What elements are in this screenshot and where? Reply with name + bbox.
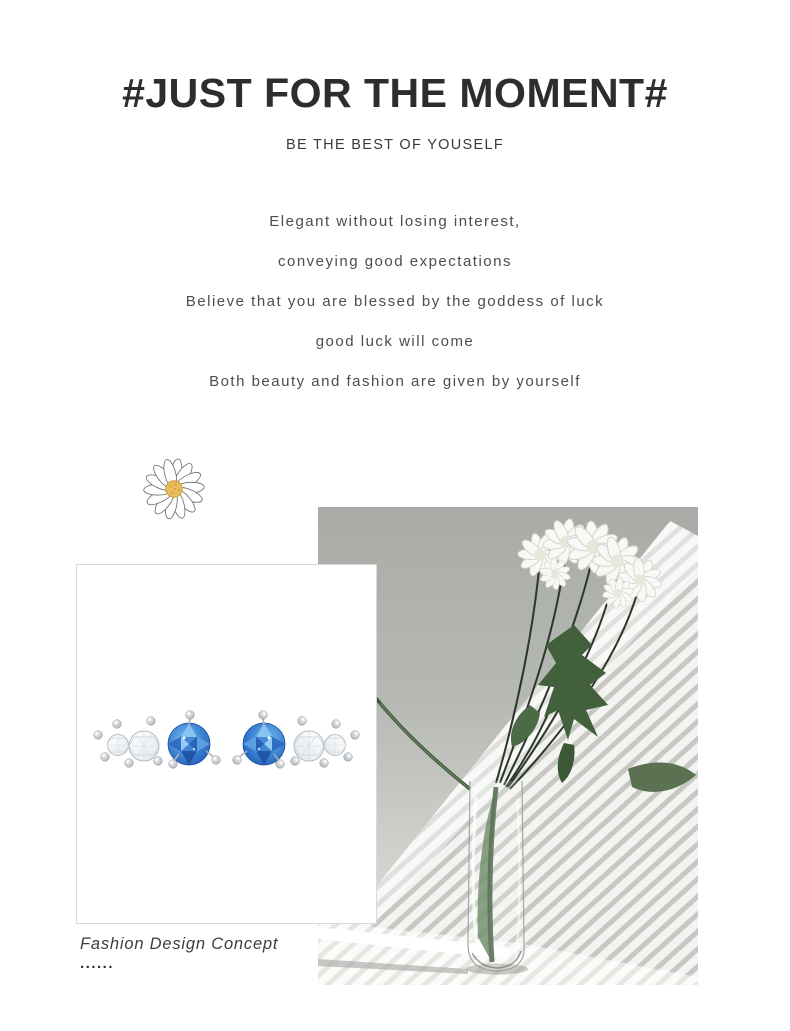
intro-line: Believe that you are blessed by the goddess of luck xyxy=(185,293,605,310)
page-title: #JUST FOR THE MOMENT# xyxy=(122,70,668,116)
caption-dots: ...... xyxy=(80,955,115,972)
earrings-photo xyxy=(76,564,377,924)
caption xyxy=(80,935,278,971)
earring-left xyxy=(89,704,221,770)
earring-right xyxy=(232,704,364,770)
intro-text xyxy=(0,202,790,402)
page-subtitle: BE THE BEST OF YOUSELF xyxy=(286,137,504,153)
intro-line: Elegant without losing interest, xyxy=(269,213,521,230)
intro-line: conveying good expectations xyxy=(278,253,512,270)
intro-line: Both beauty and fashion are given by yourself xyxy=(209,373,581,390)
daisy-flower-icon xyxy=(141,454,207,524)
intro-line: good luck will come xyxy=(315,333,475,350)
caption-text: Fashion Design Concept xyxy=(80,935,279,953)
